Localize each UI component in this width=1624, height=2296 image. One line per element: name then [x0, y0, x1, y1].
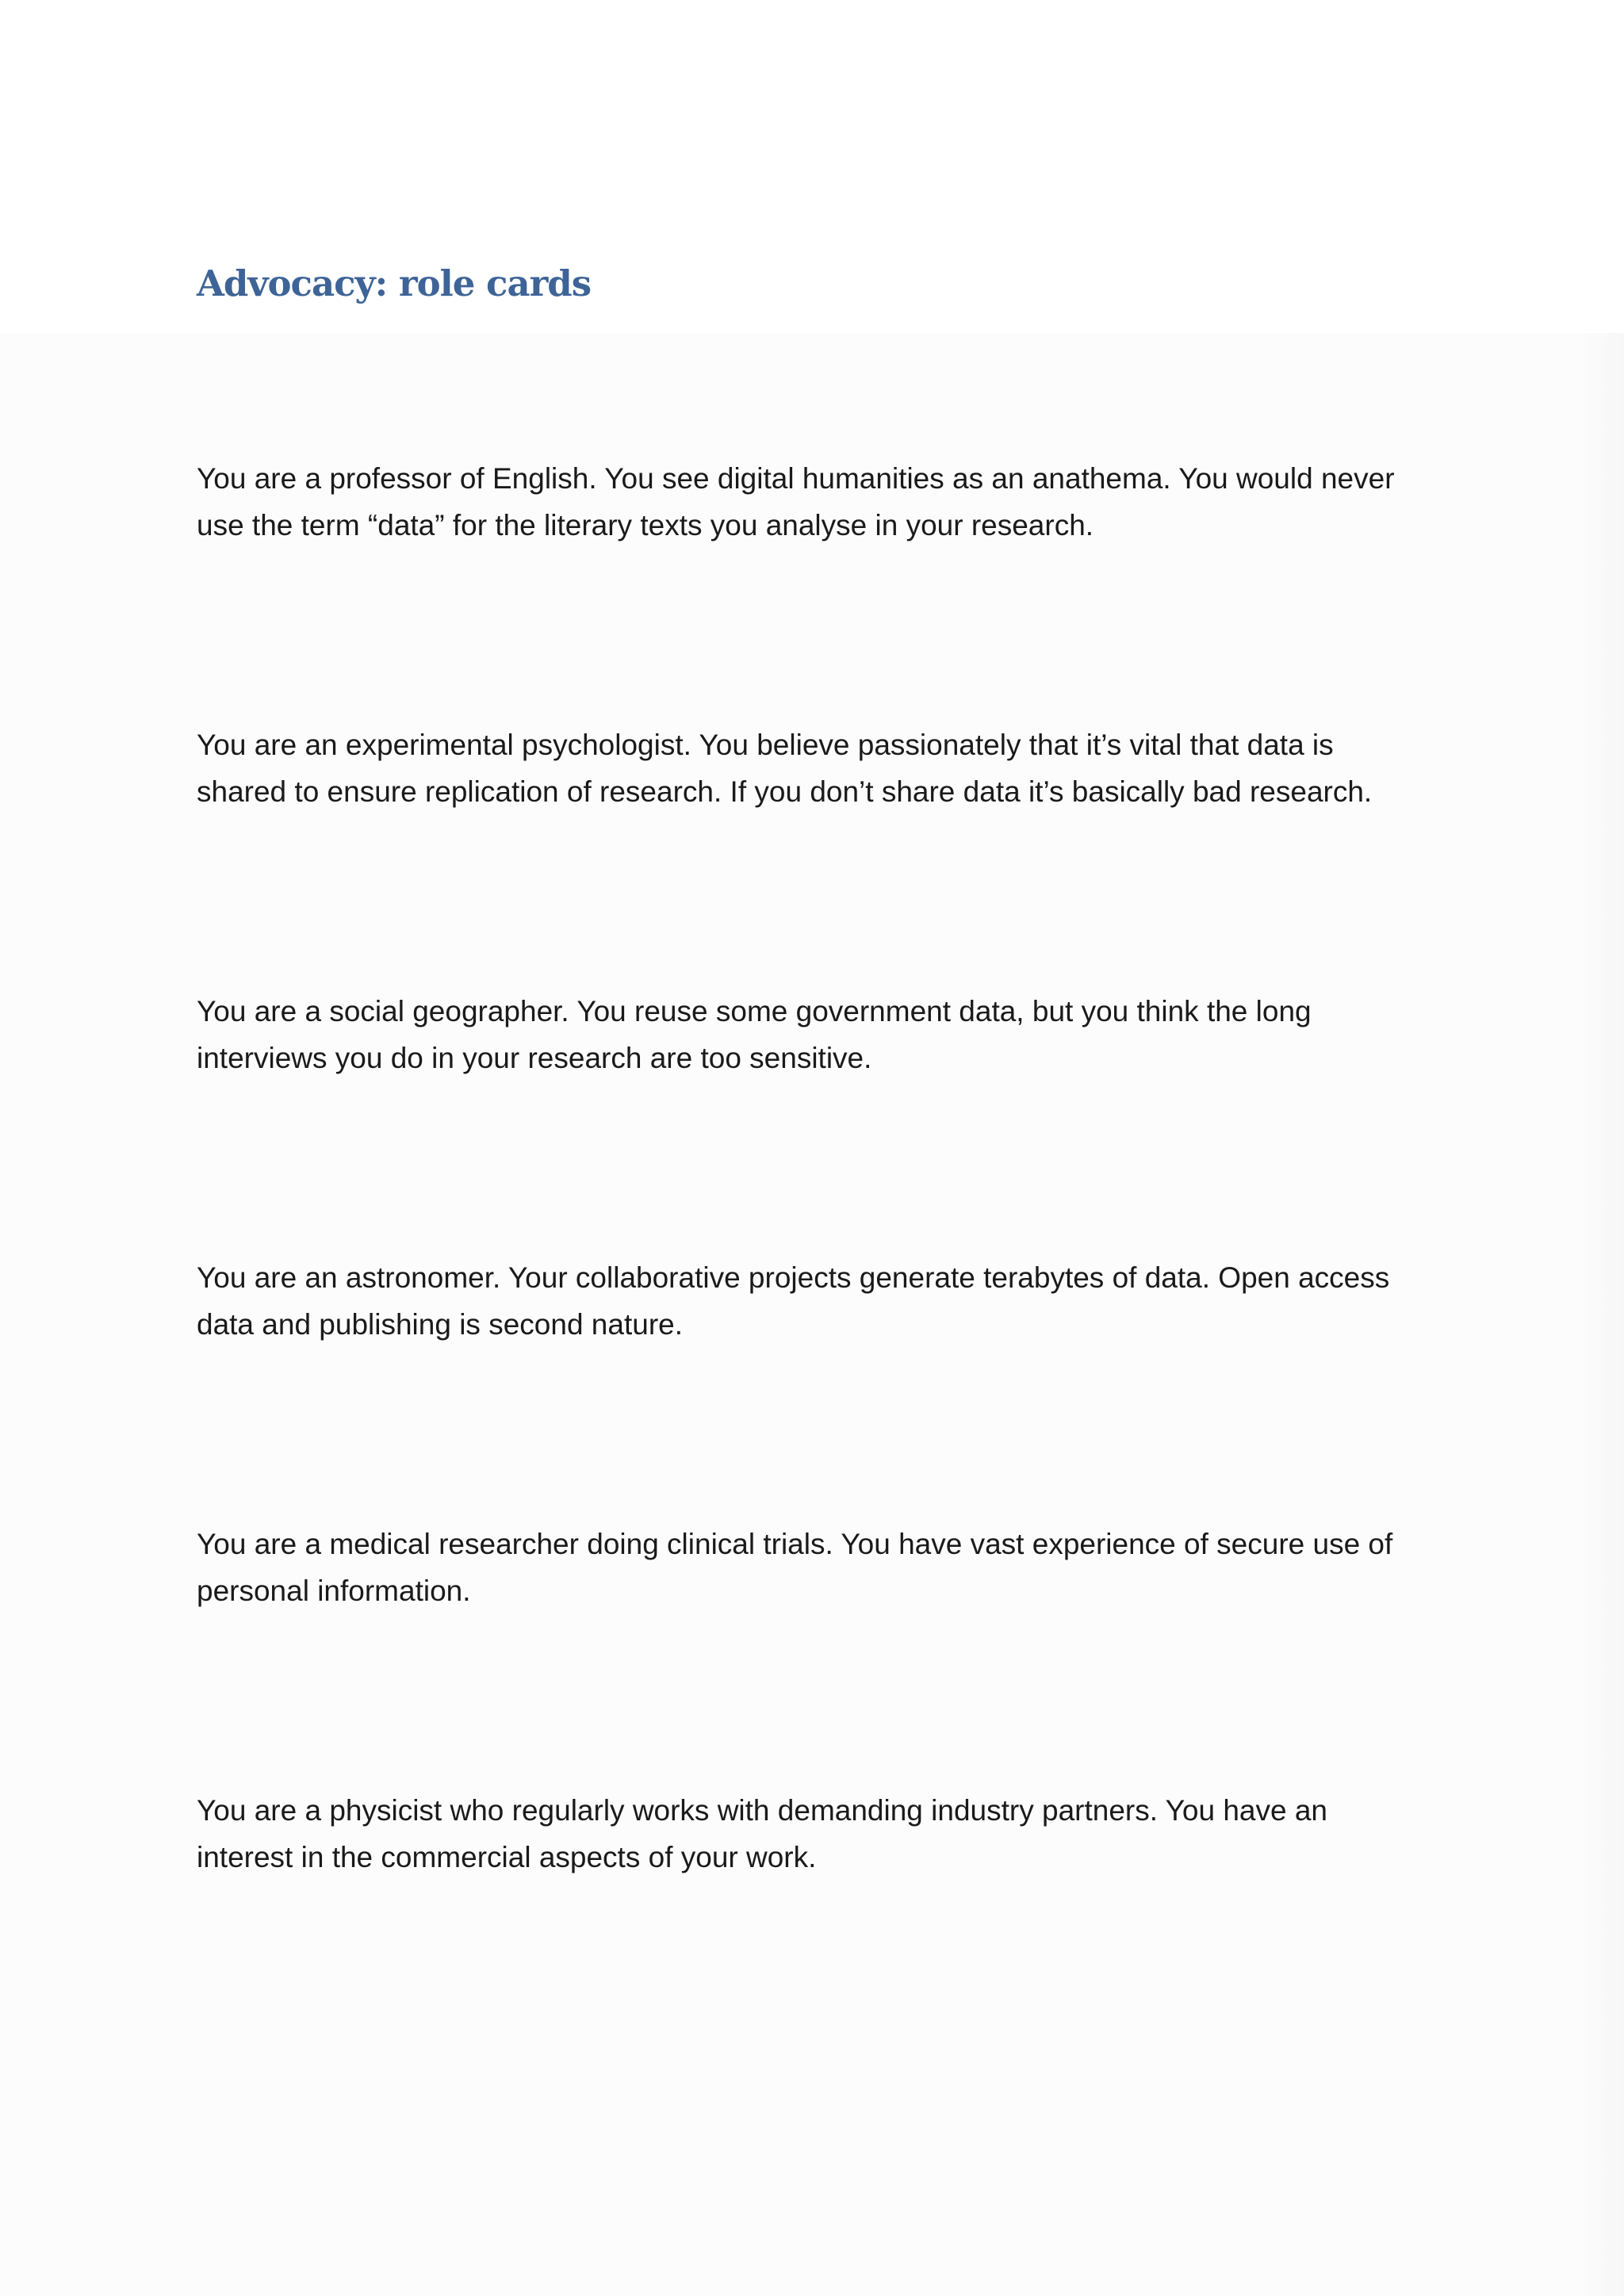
page-edge-shadow [1576, 333, 1624, 2296]
role-card-line: You are a professor of English. You see digital humanities as an anathema. You would never [197, 462, 1395, 495]
role-card-line: data and publishing is second nature. [197, 1308, 683, 1341]
role-card-line: use the term “data” for the literary texts you analyse in your research. [197, 509, 1094, 541]
role-card-social-geographer [197, 988, 1481, 1081]
role-card-line: interviews you do in your research are too sensitive. [197, 1042, 872, 1074]
role-card-medical-researcher [197, 1521, 1481, 1614]
role-card-line: interest in the commercial aspects of your work. [197, 1841, 817, 1873]
role-card-experimental-psychologist [197, 721, 1481, 815]
role-card-line: shared to ensure replication of research. If you don’t share data it’s basically bad research. [197, 775, 1373, 808]
role-card-line: You are an astronomer. Your collaborative projects generate terabytes of data. Open access [197, 1261, 1390, 1294]
role-card-line: You are an experimental psychologist. You believe passionately that it’s vital that data is [197, 729, 1334, 761]
role-card-astronomer [197, 1254, 1481, 1348]
role-card-professor-of-english [197, 455, 1481, 549]
role-card-line: You are a medical researcher doing clinical trials. You have vast experience of secure use of [197, 1528, 1393, 1560]
role-card-physicist [197, 1787, 1481, 1881]
role-card-line: You are a physicist who regularly works with demanding industry partners. You have an [197, 1794, 1327, 1827]
role-card-line: personal information. [197, 1575, 471, 1607]
page-title: Advocacy: role cards [197, 262, 592, 304]
role-card-line: You are a social geographer. You reuse some government data, but you think the long [197, 995, 1312, 1027]
